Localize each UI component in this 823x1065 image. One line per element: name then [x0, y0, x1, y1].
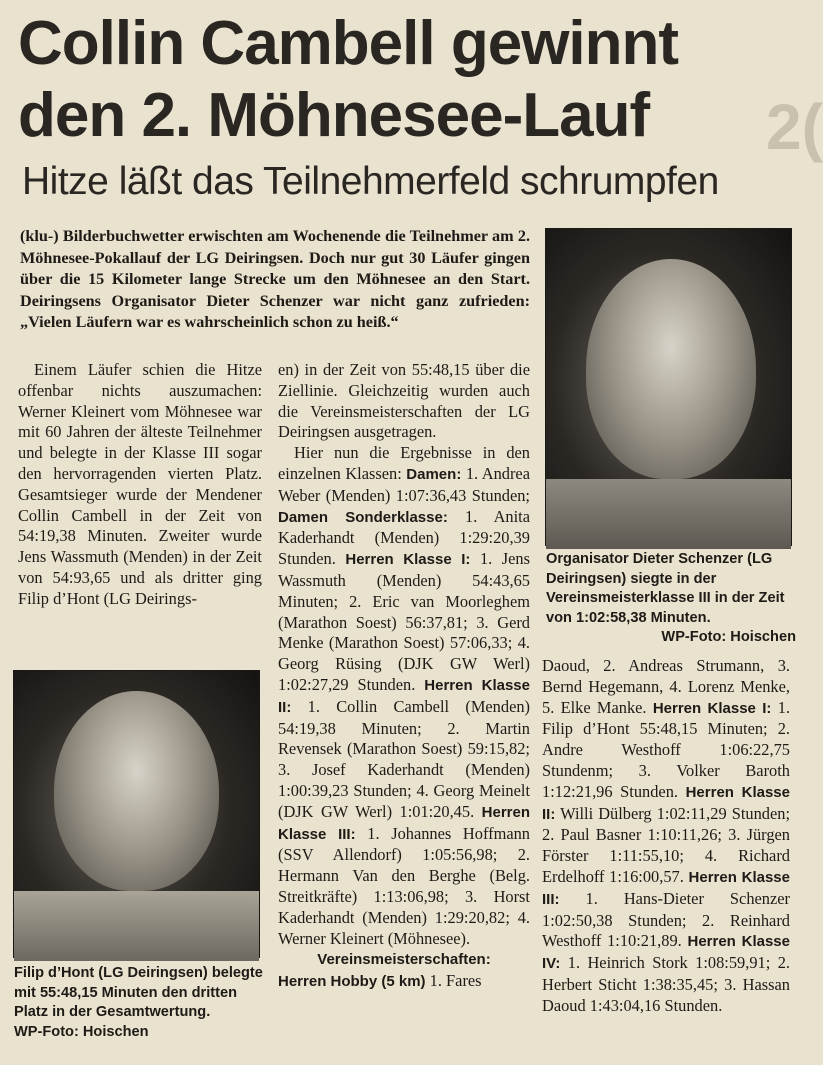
hobby-results: [278, 971, 530, 993]
class-label-damen: Damen:: [406, 465, 462, 483]
photo-face: [586, 259, 756, 479]
class-label-damen-sonder: Damen Sonderklasse:: [278, 508, 448, 526]
photo-credit: WP-Foto: Hoischen: [661, 629, 796, 645]
class-results: 1. Jens Wassmuth (Menden) 54:43,65 Minuten; 2. Eric van Moorleghem (Marathon Soest) 56:37,81; 3. Gerd Menke (Marathon Soest) 57:06,33; 4. Georg Rüsing (DJK GW Werl) 1:02:27,29 Stunden.: [278, 549, 530, 694]
photo-caption-right: [546, 550, 796, 648]
class-results: 1. Hans-Dieter Schenzer 1:02:50,38 Stunden; 2. Reinhard Westhoff 1:10:21,89.: [542, 888, 790, 951]
class-results: 1. Filip d’Hont 55:48,15 Minuten; 2. Andre Westhoff 1:06:22,75 Stundenm; 3. Volker Baroth 1:12:21,96 Stunden.: [542, 697, 790, 801]
class-results: 1. Johannes Hoffmann (SSV Allendorf) 1:05:56,98; 2. Hermann Van den Berghe (Belg. Streitkräfte) 1:13:06,98; 3. Horst Kaderhandt (Menden) 1:29:20,82; 4. Werner Kleinert (Möhnesee).: [278, 823, 530, 948]
class-label-herren-2: Herren Klasse II:: [278, 676, 530, 716]
class-results: 1. Anita Kaderhandt (Menden) 1:29:20,39 Stunden.: [278, 506, 530, 569]
photo-shirt-area: [14, 891, 259, 961]
class-label-herren-1: Herren Klasse I:: [345, 551, 471, 569]
class-results: 1. Heinrich Stork 1:08:59,91; 2. Herbert Sticht 1:38:35,45; 3. Hassan Daoud 1:43:04,16 Stunden.: [542, 953, 790, 1015]
article-column-3: [542, 656, 790, 1017]
class-label-herren-3: Herren Klasse III:: [278, 803, 530, 843]
article-column-2: [278, 360, 530, 993]
class-results: 1. Collin Cambell (Menden) 54:19,38 Minuten; 2. Martin Revensek (Marathon Soest) 59:15,82; 3. Josef Kaderhandt (Menden) 1:00:39,23 Stunden; 4. Georg Meinelt (DJK GW Werl) 1:01:20,45.: [278, 696, 530, 821]
class-label-vm-herren-3: Herren Klasse III:: [542, 868, 790, 908]
class-results: 1. Andrea Weber (Menden) 1:07:36,43 Stunden;: [278, 463, 530, 505]
class-label-vm-herren-2: Herren Klasse II:: [542, 783, 790, 823]
paragraph: Einem Läufer schien die Hitze offenbar nichts auszumachen: Werner Kleinert vom Möhnesee war mit 60 Jahren der älteste Teilnehmer und belegte in der Klasse III sogar den hervorragenden vierten Platz. Gesamtsieger wurde der Mendener Collin Cambell in der Zeit von 54:19,38 Minuten. Zweiter wurde Jens Wassmuth (Menden) in der Zeit von 54:93,65 und als dritter ging Filip d’Hont (LG Deirings-: [18, 360, 262, 608]
class-label-vm-herren-1: Herren Klasse I:: [652, 699, 772, 717]
lead-paragraph: (klu-) Bilderbuchwetter erwischten am Wochenende die Teilnehmer am 2. Möhnesee-Pokallauf der LG Deiringsen. Doch nur gut 30 Läufer gingen über die 15 Kilometer lange Strecke um den Möhnesee an den Start. Deiringsens Organisator Dieter Schenzer war nicht ganz zufrieden: „Vielen Läufern war es wahrscheinlich schon zu heiß.“: [20, 227, 530, 332]
photo-filip-dhont: [13, 670, 260, 958]
photo-dieter-schenzer: [545, 228, 792, 546]
photo-face: [54, 691, 219, 891]
caption-text: Organisator Dieter Schenzer (LG Deiringsen) siegte in der Vereinsmeisterklasse III in der Zeit von 1:02:58,38 Minuten.: [546, 551, 785, 626]
paragraph: en) in der Zeit von 55:48,15 über die Ziellinie. Gleichzeitig wurden auch die Vereinsmeisterschaften der LG Deiringsen ausgetragen.: [278, 360, 530, 442]
photo-shirt-area: [546, 479, 791, 549]
class-label-hobby: Herren Hobby (5 km): [278, 973, 426, 991]
photo-credit: WP-Foto: Hoischen: [14, 1023, 149, 1040]
class-label-vm-herren-4: Herren Klasse IV:: [542, 933, 790, 973]
adjacent-article-fragment: 2(: [766, 91, 823, 163]
vereinsmeister-heading: Vereinsmeisterschaften:: [317, 951, 491, 969]
results-paragraph: [542, 656, 790, 1017]
headline: Collin Cambell gewinnt den 2. Möhnesee-Lauf: [18, 9, 679, 150]
article-column-1: [18, 360, 262, 610]
class-results: 1. Fares: [429, 971, 482, 991]
photo-caption-left: [14, 964, 264, 1042]
class-results: Willi Dülberg 1:02:11,29 Stunden; 2. Paul Basner 1:10:11,26; 3. Jürgen Förster 1:11:55,10; 4. Richard Erdelhoff 1:16:00,57.: [542, 803, 790, 886]
results-paragraph: [278, 443, 530, 949]
class-results: Daoud, 2. Andreas Strumann, 3. Bernd Hegemann, 4. Lorenz Menke, 5. Elke Manke.: [542, 656, 790, 717]
results-intro: Hier nun die Ergebnisse in den einzelnen Klassen:: [278, 443, 530, 483]
subheadline: Hitze läßt das Teilnehmerfeld schrumpfen: [22, 160, 719, 203]
caption-text: Filip d’Hont (LG Deiringsen) belegte mit 55:48,15 Minuten den dritten Platz in der Gesamtwertung.: [14, 965, 263, 1020]
subsection-heading: [278, 949, 530, 971]
